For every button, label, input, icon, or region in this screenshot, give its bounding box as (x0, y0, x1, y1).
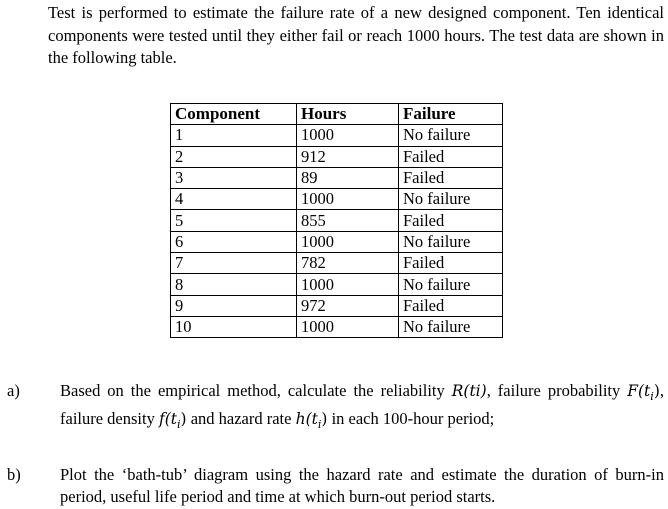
cell-hours: 1000 (297, 274, 399, 295)
cell-component: 8 (171, 274, 297, 295)
question-a-text (60, 380, 664, 436)
cell-hours: 855 (297, 210, 399, 231)
cell-hours: 89 (297, 167, 399, 188)
table-row (171, 274, 503, 295)
math-part: F(t (627, 382, 651, 400)
header-hours: Hours (297, 104, 399, 125)
reliability-symbol: R(ti) (451, 382, 487, 400)
cell-failure: Failed (399, 146, 503, 167)
cell-component: 4 (171, 189, 297, 210)
cell-failure: Failed (399, 167, 503, 188)
cell-hours: 1000 (297, 231, 399, 252)
test-data-table (170, 103, 503, 338)
cell-failure: Failed (399, 210, 503, 231)
cell-component: 10 (171, 316, 297, 337)
question-a-text-part: in each 100-hour period; (327, 409, 495, 429)
math-subscript: i (176, 418, 181, 432)
cell-hours: 1000 (297, 316, 399, 337)
header-failure: Failure (399, 104, 503, 125)
math-part: ) (653, 382, 660, 400)
cell-component: 1 (171, 125, 297, 146)
question-b-text: Plot the ‘bath-tub’ diagram using the hazard rate and estimate the duration of burn-in period, useful life period and time at which burn-out period starts. (60, 465, 664, 506)
question-a-text-part: and hazard rate (186, 409, 296, 429)
math-part: ) (180, 410, 187, 429)
math-part: ) (321, 410, 328, 429)
cell-failure: No failure (399, 189, 503, 210)
table-row (171, 295, 503, 316)
cell-hours: 1000 (297, 125, 399, 146)
cell-hours: 782 (297, 253, 399, 274)
question-a-text-part: , failure density (60, 381, 664, 429)
math-part: f(t (158, 410, 177, 429)
cell-hours: 912 (297, 146, 399, 167)
table-row (171, 210, 503, 231)
problem-intro: Test is performed to estimate the failure rate of a new designed component. Ten identical components were tested until they either fail or reach 1000 hours. The test data are shown in the following table. (48, 3, 664, 67)
failure-probability-symbol (627, 382, 660, 404)
question-a-text-part: , failure probability (486, 381, 628, 400)
table-header-row (171, 104, 503, 125)
cell-failure: Failed (399, 295, 503, 316)
table-row (171, 189, 503, 210)
table-row (171, 253, 503, 274)
failure-density-symbol (158, 410, 187, 432)
cell-component: 3 (171, 167, 297, 188)
cell-hours: 1000 (297, 189, 399, 210)
math-part: h(t (295, 410, 318, 429)
table-row (171, 146, 503, 167)
cell-component: 9 (171, 295, 297, 316)
table-row (171, 167, 503, 188)
header-component: Component (171, 104, 297, 125)
cell-component: 6 (171, 231, 297, 252)
cell-failure: No failure (399, 316, 503, 337)
cell-failure: No failure (399, 274, 503, 295)
cell-component: 2 (171, 146, 297, 167)
table-row (171, 316, 503, 337)
table-body (171, 125, 503, 338)
question-b-label: b) (7, 465, 21, 484)
cell-failure: No failure (399, 231, 503, 252)
cell-component: 7 (171, 253, 297, 274)
hazard-rate-symbol (295, 410, 328, 432)
question-a-label: a) (7, 381, 20, 400)
cell-failure: No failure (399, 125, 503, 146)
question-a-text-part: Based on the empirical method, calculate the reliability (60, 381, 452, 400)
math-subscript: i (317, 418, 322, 432)
table-row (171, 231, 503, 252)
cell-component: 5 (171, 210, 297, 231)
cell-failure: Failed (399, 253, 503, 274)
table-row (171, 125, 503, 146)
math-subscript: i (650, 390, 654, 404)
cell-hours: 972 (297, 295, 399, 316)
